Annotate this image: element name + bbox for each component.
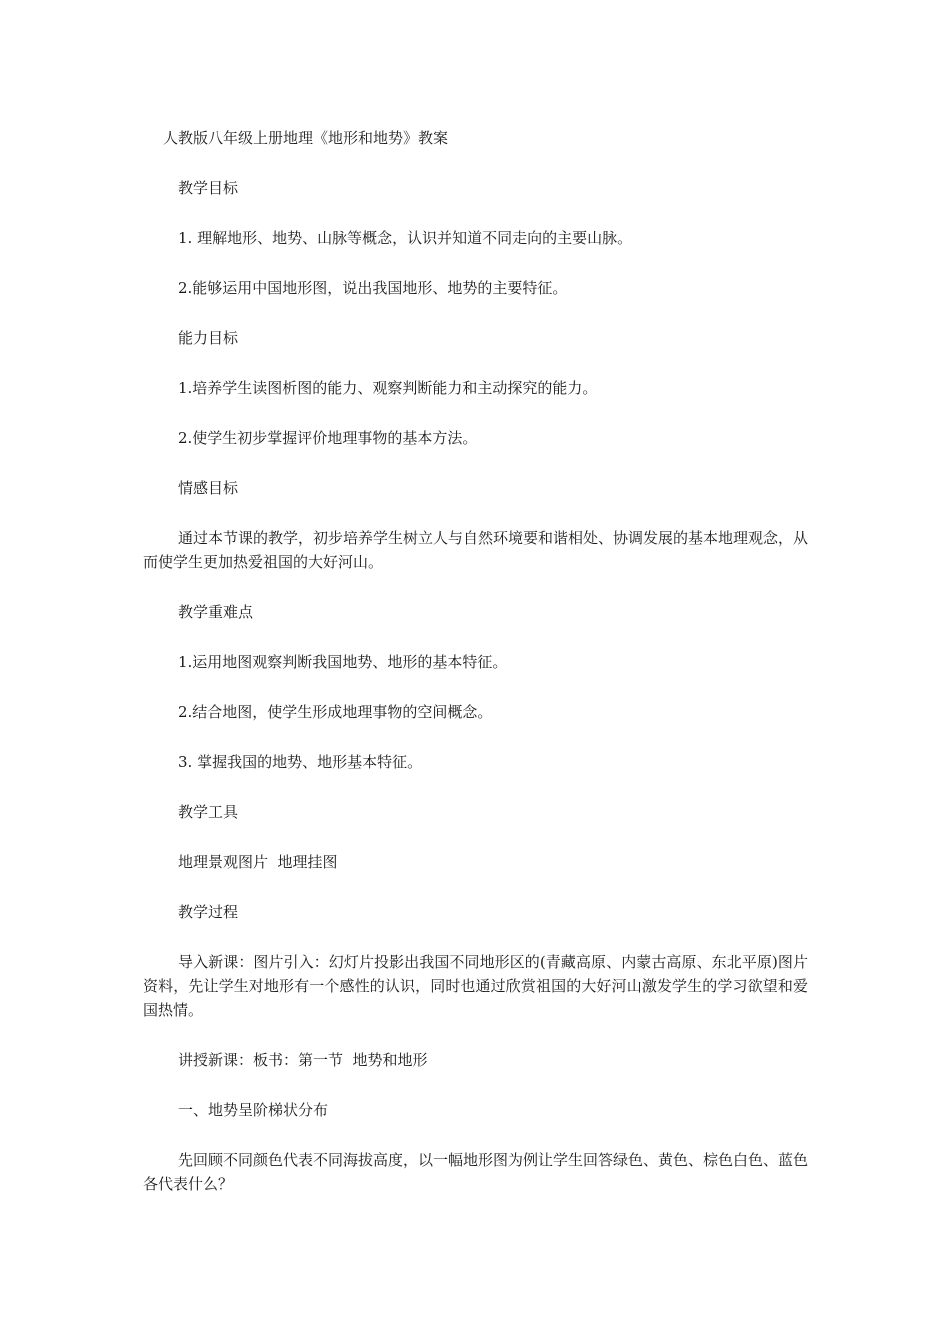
heading-teaching-process: 教学过程 <box>178 903 239 921</box>
key-point-1: 1.运用地图观察判断我国地势、地形的基本特征。 <box>178 653 508 671</box>
teaching-tools-list: 地理景观图片 地理挂图 <box>178 853 338 871</box>
heading-ability-goals: 能力目标 <box>178 329 239 347</box>
new-lesson-line: 讲授新课：板书：第一节 地势和地形 <box>178 1051 428 1069</box>
review-paragraph: 先回顾不同颜色代表不同海拔高度，以一幅地形图为例让学生回答绿色、黄色、棕色白色、蓝色各代表什么？ <box>143 1151 809 1193</box>
heading-teaching-tools: 教学工具 <box>178 803 239 821</box>
key-point-2: 2.结合地图，使学生形成地理事物的空间概念。 <box>178 703 493 721</box>
key-point-3: 3. 掌握我国的地势、地形基本特征。 <box>178 753 423 771</box>
goal-item-2: 2.能够运用中国地形图，说出我国地形、地势的主要特征。 <box>178 279 568 297</box>
ability-item-2: 2.使学生初步掌握评价地理事物的基本方法。 <box>178 429 478 447</box>
ability-item-1: 1.培养学生读图析图的能力、观察判断能力和主动探究的能力。 <box>178 379 598 397</box>
document-body <box>143 126 808 1196</box>
document-title: 人教版八年级上册地理《地形和地势》教案 <box>163 129 449 147</box>
emotion-paragraph: 通过本节课的教学，初步培养学生树立人与自然环境要和谐相处、协调发展的基本地理观念，从而使学生更加热爱祖国的大好河山。 <box>143 529 809 571</box>
heading-emotion-goals: 情感目标 <box>178 479 239 497</box>
goal-item-1: 1. 理解地形、地势、山脉等概念，认识并知道不同走向的主要山脉。 <box>178 229 633 247</box>
heading-teaching-goals: 教学目标 <box>178 179 239 197</box>
intro-paragraph: 导入新课：图片引入：幻灯片投影出我国不同地形区的(青藏高原、内蒙古高原、东北平原)图片资料，先让学生对地形有一个感性的认识，同时也通过欣赏祖国的大好河山激发学生的学习欲望和爱国热情。 <box>143 953 808 1019</box>
heading-key-points: 教学重难点 <box>178 603 254 621</box>
section-heading-terrain-steps: 一、地势呈阶梯状分布 <box>178 1101 329 1119</box>
